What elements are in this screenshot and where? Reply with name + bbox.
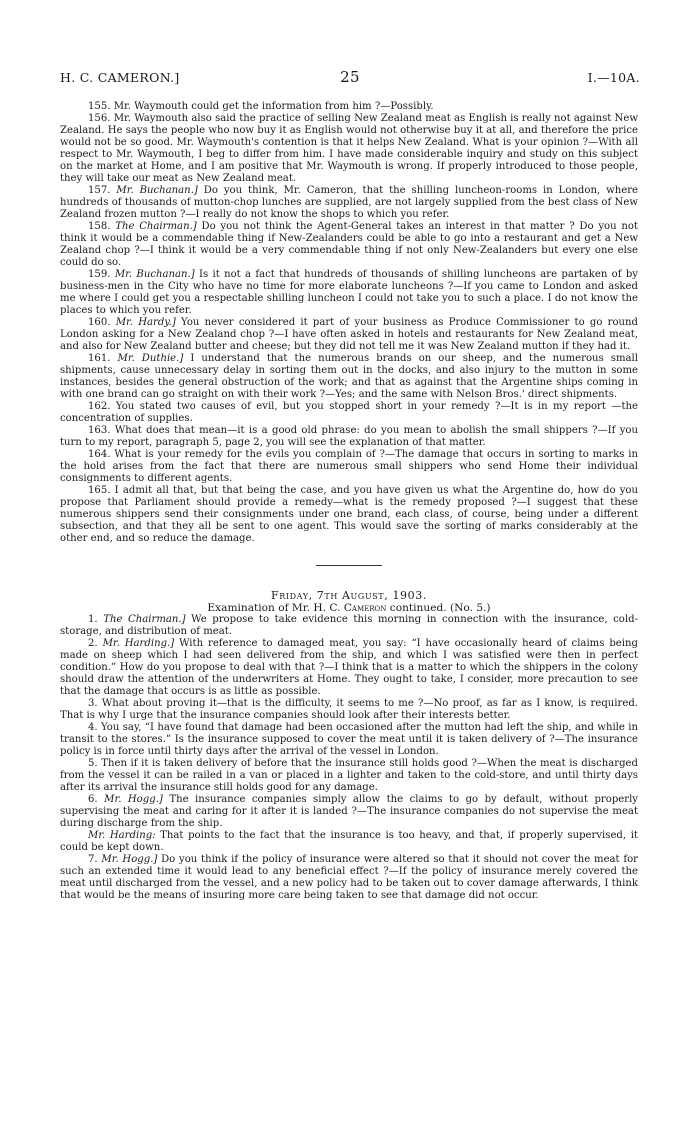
question-paragraph — [60, 317, 638, 353]
question-text: Then if it is taken delivery of before that the insurance still holds good ?—When the meat is discharged from the vessel it can be railed in a van or placed in a lighter and taken to the cold-store, and until thirty days after its arrival the insurance still holds good for any damage. — [60, 758, 638, 793]
question-paragraph — [60, 830, 638, 854]
question-text: You say, “I have found that damage had been occasioned after the mutton had left the ship, and while in transit to the stores.” Is the insurance supposed to cover the meat until it is taken delivery of ?—The insurance policy is in force until thirty days after the arrival of the vessel in London. — [60, 722, 638, 757]
examination-heading — [60, 602, 638, 614]
question-paragraph — [60, 794, 638, 830]
question-paragraph — [60, 614, 638, 638]
question-text: What about proving it—that is the difficulty, it seems to me ?—No proof, as far as I know, is required. That is why I urge that the insurance companies should look after their interests better. — [60, 698, 638, 721]
question-paragraph — [60, 221, 638, 269]
question-number: 1. — [88, 614, 98, 625]
question-number: 162. — [88, 401, 111, 412]
question-paragraph — [60, 854, 638, 902]
question-number: 3. — [88, 698, 98, 709]
question-text: Do you think if the policy of insurance were altered so that it should not cover the meat for such an extended time it would lead to any beneficial effect ?—If the policy of insurance merely covered the meat until discharged from the vessel, and a new policy had to be taken out to cover damage afterwards, I think that would be the means of insuring more care being taken to see that damage did not occur. — [60, 854, 638, 901]
question-text: Is it not a fact that hundreds of thousands of shilling luncheons are partaken of by business-men in the City who have no time for more elaborate luncheons ?—If you came to London and asked me where I could get you a respectable shilling luncheon I could not take you to such a place. I do not know the places to which you refer. — [60, 269, 638, 316]
question-paragraph — [60, 113, 638, 185]
question-text: What does that mean—it is a good old phrase: do you mean to abolish the small shippers ?—If you turn to my report, paragraph 5, page 2, you will see the explanation of that matter. — [60, 425, 638, 448]
question-number: 6. — [88, 794, 98, 805]
page-number: 25 — [340, 68, 360, 86]
question-paragraph — [60, 758, 638, 794]
examination-suffix: continued. (No. 5.) — [389, 602, 491, 614]
speaker-name: Mr. Buchanan.] — [116, 185, 198, 196]
header-witness: H. C. CAMERON.] — [60, 70, 180, 85]
sitting-date: Friday, 7th August, 1903. — [271, 589, 427, 602]
question-text: With reference to damaged meat, you say: “I have occasionally heard of claims being made on sheep which I had seen delivered from the ship, and which I was satisfied were then in perfect condition.” How do you propose to deal with that ?—I think that is a matter to which the shippers in the colony should draw the attention of the underwriters at Home. They ought to take, I consider, more precaution to see that the damage that occurs is as little as possible. — [60, 638, 638, 697]
question-paragraph — [60, 101, 638, 113]
question-number: 155. — [88, 101, 111, 112]
question-number: 163. — [88, 425, 111, 436]
evidence-items-2 — [60, 614, 638, 902]
evidence-section-2 — [60, 590, 638, 902]
page-header — [60, 70, 640, 88]
question-text: That points to the fact that the insurance is too heavy, and that, if properly supervised, it could be kept down. — [60, 830, 638, 853]
question-number: 158. — [88, 221, 111, 232]
question-number: 160. — [88, 317, 111, 328]
question-text: The insurance companies simply allow the claims to go by default, without properly supervising the meat and caring for it after it is landed ?—The insurance companies do not supervise the meat during discharge from the ship. — [60, 794, 639, 829]
speaker-name: Mr. Harding: — [88, 830, 156, 841]
question-paragraph — [60, 449, 638, 485]
question-text: We propose to take evidence this morning in connection with the insurance, cold-storage, and distribution of meat. — [60, 614, 638, 637]
speaker-name: The Chairman.] — [103, 614, 186, 625]
speaker-name: Mr. Duthie.] — [117, 353, 184, 364]
speaker-name: Mr. Hardy.] — [115, 317, 176, 328]
question-paragraph — [60, 485, 638, 545]
question-number: 4. — [88, 722, 98, 733]
question-number: 156. — [88, 113, 111, 124]
evidence-section-1 — [60, 101, 638, 545]
question-paragraph — [60, 425, 638, 449]
question-number: 161. — [88, 353, 111, 364]
question-number: 7. — [88, 854, 98, 865]
speaker-name: Mr. Harding.] — [102, 638, 175, 649]
speaker-name: Mr. Hogg.] — [101, 854, 158, 865]
question-number: 157. — [88, 185, 111, 196]
question-text: You never considered it part of your business as Produce Commissioner to go round London asking for a New Zealand chop ?—I have often asked in hotels and restaurants for New Zealand meat, and also for New Zealand butter and cheese; but they did not tell me it was New Zealand mutton if they had it. — [60, 317, 638, 352]
question-number: 165. — [88, 485, 111, 496]
question-number: 5. — [88, 758, 98, 769]
section-divider — [316, 565, 382, 566]
question-text: Mr. Waymouth could get the information from him ?—Possibly. — [113, 101, 434, 112]
question-text: Do you not think the Agent-General takes an interest in that matter ? Do you not think it would be a commendable thing if New-Zealanders could be able to go into a restaurant and get a New Zealand chop ?—I think it would be a very commendable thing if not only New-Zealanders but every one else could do so. — [60, 221, 638, 268]
question-text: What is your remedy for the evils you complain of ?—The damage that occurs in sorting to marks in the hold arises from the fact that there are numerous small shippers who send Home their individual consignments to different agents. — [60, 449, 638, 484]
question-text: I admit all that, but that being the case, and you have given us what the Argentine do, how do you propose that Parliament should provide a remedy—what is the remedy proposed ?—I suggest that these numerous shippers send their consignments under one brand, each class, of course, being under a different subsection, and that they all be sent to one agent. This would save the sorting of marks considerably at the other end, and so reduce the damage. — [60, 485, 638, 544]
question-paragraph — [60, 722, 638, 758]
speaker-name: Mr. Hogg.] — [104, 794, 163, 805]
question-paragraph — [60, 185, 638, 221]
question-paragraph — [60, 638, 638, 698]
question-number: 164. — [88, 449, 111, 460]
question-text: You stated two causes of evil, but you stopped short in your remedy ?—It is in my report —the concentration of supplies. — [60, 401, 638, 424]
question-text: I understand that the numerous brands on our sheep, and the numerous small shipments, cause unnecessary delay in sorting them out in the docks, and also injury to the mutton in some instances, besides the general obstruction of the work; and that as against that the Argentine ships coming in with one brand can go straight on with their work ?—Yes; and the same with Nelson Bros.' direct shipments. — [60, 353, 638, 400]
question-text: Mr. Waymouth also said the practice of selling New Zealand meat as English is really not against New Zealand. He says the people who now buy it as English would not otherwise buy it at all, and therefore the price would not be so good. Mr. Waymouth's contention is that it helps New Zealand. What is your opinion ?—With all respect to Mr. Waymouth, I beg to differ from him. I have made considerable inquiry and study on this subject on the market at Home, and I am positive that Mr. Waymouth is wrong. If properly introduced to those people, they will take our meat as New Zealand meat. — [60, 113, 638, 184]
page-body — [60, 101, 638, 902]
question-paragraph — [60, 698, 638, 722]
speaker-name: The Chairman.] — [115, 221, 197, 232]
question-paragraph — [60, 269, 638, 317]
speaker-name: Mr. Buchanan.] — [114, 269, 195, 280]
witness-name: H. C. Cameron — [313, 602, 387, 614]
question-text: Do you think, Mr. Cameron, that the shilling luncheon-rooms in London, where hundreds of thousands of mutton-chop lunches are supplied, are not largely supplied from the best class of New Zealand frozen mutton ?—I really do not know the shops to which you refer. — [60, 185, 638, 220]
examination-prefix: Examination of Mr. — [207, 602, 311, 614]
question-paragraph — [60, 401, 638, 425]
question-number: 2. — [88, 638, 98, 649]
paper-reference: I.—10A. — [587, 70, 640, 85]
question-number: 159. — [88, 269, 111, 280]
question-paragraph — [60, 353, 638, 401]
